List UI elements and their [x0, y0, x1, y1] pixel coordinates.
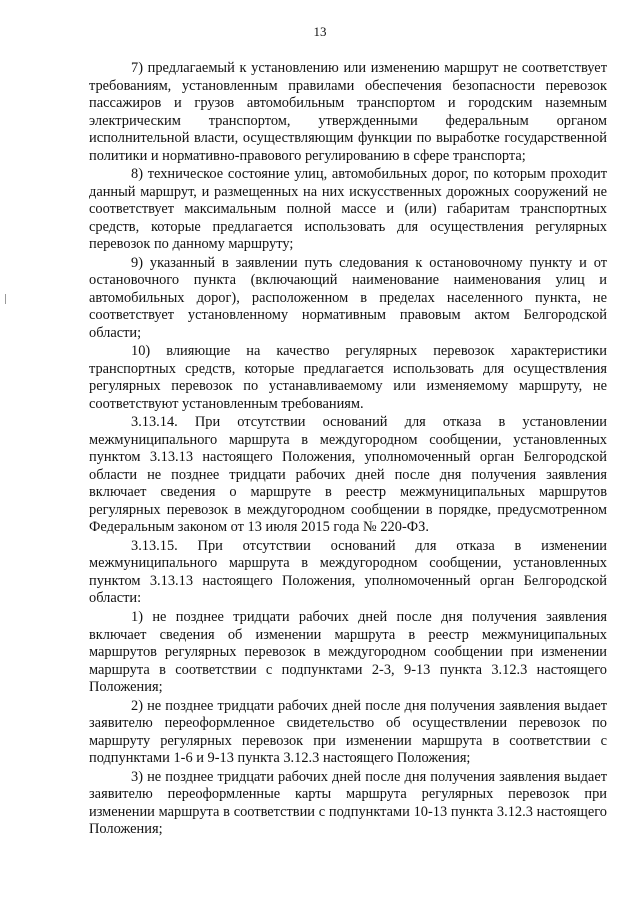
paragraph-item-8: 8) техническое состояние улиц, автомобильных дорог, по которым проходит данный маршрут, и размещенных на них искусственных дорожных сооружений не соответствует максимальным полной массе и (или) габаритам транспортных средств, которые предлагается использовать для осуществления регулярных перевозок по данному маршруту; [89, 166, 607, 253]
page-number: 13 [313, 24, 327, 39]
paragraph-section-3-13-15: 3.13.15. При отсутствии оснований для отказа в изменении межмуниципального маршрута в междугородном сообщении, установленных пунктом 3.13.13 настоящего Положения, уполномоченный орган Белгородской области: [89, 537, 607, 607]
paragraph-subitem-2: 2) не позднее тридцати рабочих дней после дня получения заявления выдает заявителю переоформленное свидетельство об осуществлении перевозок по маршруту регулярных перевозок при изменении маршрута в соответствии с подпунктами 1-6 и 9-13 пункта 3.12.3 настоящего Положения; [89, 697, 607, 767]
paragraph-item-7: 7) предлагаемый к установлению или изменению маршрут не соответствует требованиям, установленным правилами обеспечения безопасности перевозок пассажиров и грузов автомобильным транспортом и городским наземным электрическим транспортом, утвержденными федеральным органом исполнительной власти, осуществляющим функции по выработке государственной политики и нормативно-правового регулированию в сфере транспорта; [89, 60, 607, 164]
paragraph-subitem-1: 1) не позднее тридцати рабочих дней после дня получения заявления включает сведения об изменении маршрута в реестр межмуниципальных маршрутов регулярных перевозок в междугородном сообщении при изменении маршрута в соответствии с подпунктами 2-3, 9-13 пункта 3.12.3 настоящего Положения; [89, 609, 607, 696]
paragraph-item-10: 10) влияющие на качество регулярных перевозок характеристики транспортных средств, которые предлагается использовать для осуществления регулярных перевозок по устанавливаемому или изменяемому маршруту, не соответствуют установленным требованиям. [89, 343, 607, 412]
paragraph-subitem-3: 3) не позднее тридцати рабочих дней после дня получения заявления выдает заявителю переоформленные карты маршрута регулярных перевозок при изменении маршрута в соответствии с подпунктами 10-13 пункта 3.12.3 настоящего Положения; [89, 768, 607, 838]
paragraph-item-9: 9) указанный в заявлении путь следования к остановочному пункту и от остановочного пункта (включающий наименование наименования улиц и автомобильных дорог), расположенном в пределах населенного пункта, не соответствует установленному нормативным правовым актом Белгородской области; [89, 254, 607, 341]
document-body [89, 60, 607, 840]
paragraph-section-3-13-14: 3.13.14. При отсутствии оснований для отказа в установлении межмуниципального маршрута в междугородном сообщении, установленных пунктом 3.13.13 настоящего Положения, уполномоченный орган Белгородской области не позднее тридцати рабочих дней после дня получения заявления включает сведения о маршруте в реестр межмуниципальных маршрутов регулярных перевозок в междугородном сообщении в порядке, предусмотренном Федеральным законом от 13 июля 2015 года № 220-ФЗ. [89, 414, 607, 536]
scan-margin-mark [5, 294, 6, 304]
